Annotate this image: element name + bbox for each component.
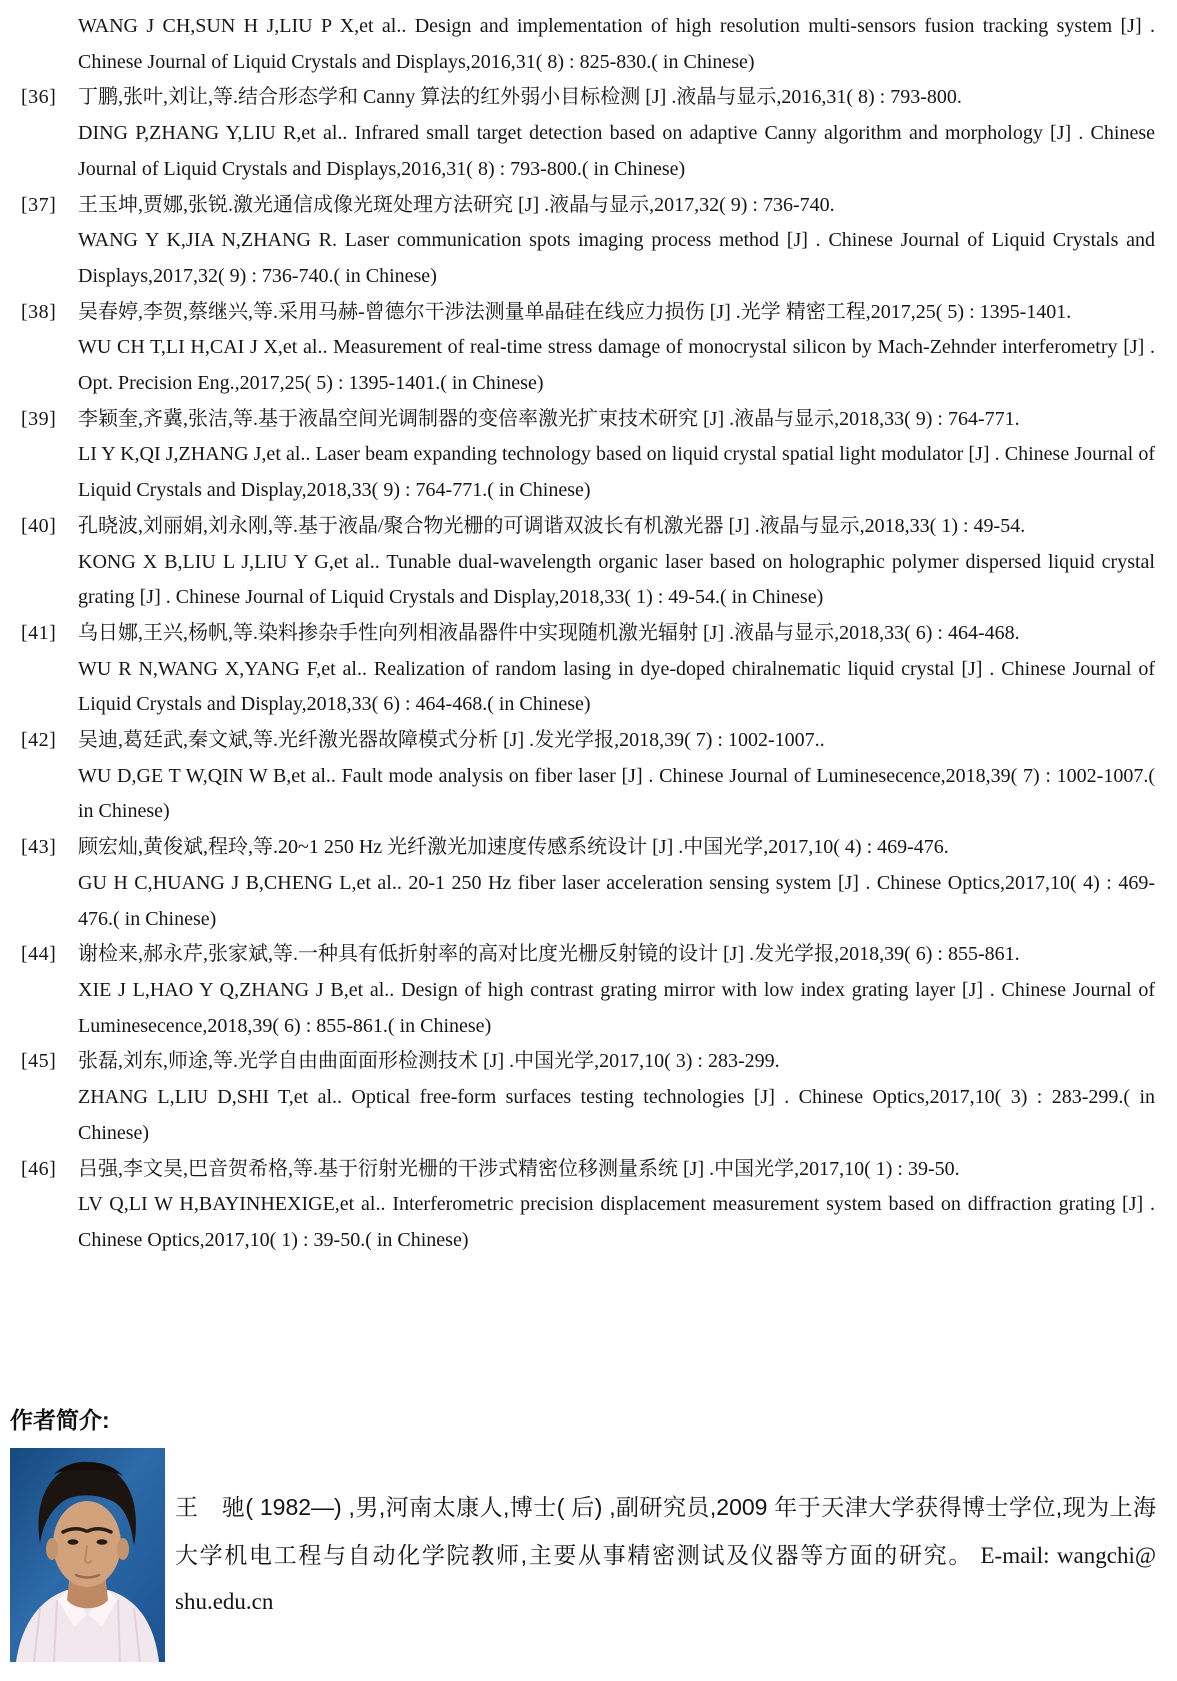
reference-chinese: 王玉坤,贾娜,张锐.激光通信成像光斑处理方法研究 [J] .液晶与显示,2017,32( 9) : 736-740.: [78, 193, 835, 216]
reference-entry-36: [21, 80, 1155, 187]
reference-english: WANG J CH,SUN H J,LIU P X,et al.. Design and implementation of high resolution multi-sensors fusion tracking system [J] . Chinese Journal of Liquid Crystals and Displays,2016,31( 8) : 825-830.( in Chinese): [78, 15, 1155, 73]
reference-number: [43]: [21, 836, 57, 859]
reference-english: LI Y K,QI J,ZHANG J,et al.. Laser beam expanding technology based on liquid crystal spatial light modulator [J] . Chinese Journal of Liquid Crystals and Display,2018,33( 9) : 764-771.( in Chinese): [78, 443, 1155, 502]
reference-english: LV Q,LI W H,BAYINHEXIGE,et al.. Interferometric precision displacement measurement system based on diffraction grating [J] . Chinese Optics,2017,10( 1) : 39-50.( in Chinese): [78, 1193, 1155, 1251]
reference-chinese: 丁鹏,张叶,刘让,等.结合形态学和 Canny 算法的红外弱小目标检测 [J] .液晶与显示,2016,31( 8) : 793-800.: [78, 86, 962, 109]
reference-english: DING P,ZHANG Y,LIU R,et al.. Infrared small target detection based on adaptive Canny algorithm and morphology [J] . Chinese Journal of Liquid Crystals and Displays,2016,31( 8) : 793-800.( in Chinese): [78, 122, 1155, 180]
reference-english: GU H C,HUANG J B,CHENG L,et al.. 20-1 250 Hz fiber laser acceleration sensing system [J] . Chinese Optics,2017,10( 4) : 469-476.( in Chinese): [78, 871, 1155, 930]
reference-entry-44: [21, 937, 1155, 1044]
reference-number: [38]: [21, 300, 57, 323]
references-list: [21, 9, 1155, 1259]
reference-number: [42]: [21, 729, 57, 752]
reference-number: [44]: [21, 943, 57, 966]
reference-chinese: 吴春婷,李贺,蔡继兴,等.采用马赫-曾德尔干涉法测量单晶硅在线应力损伤 [J] .光学 精密工程,2017,25( 5) : 1395-1401.: [78, 300, 1072, 323]
reference-entry-35-continuation: [21, 9, 1155, 80]
reference-number: [39]: [21, 407, 57, 430]
reference-chinese: 谢检来,郝永芹,张家斌,等.一种具有低折射率的高对比度光栅反射镜的设计 [J] .发光学报,2018,39( 6) : 855-861.: [78, 943, 1020, 966]
reference-english: WU D,GE T W,QIN W B,et al.. Fault mode analysis on fiber laser [J] . Chinese Journal of Luminesecence,2018,39( 7) : 1002-1007.( in Chinese): [78, 764, 1155, 823]
reference-number: [46]: [21, 1157, 57, 1180]
reference-chinese: 张磊,刘东,师途,等.光学自由曲面面形检测技术 [J] .中国光学,2017,10( 3) : 283-299.: [78, 1050, 780, 1073]
reference-entry-38: [21, 295, 1155, 402]
reference-chinese: 李颖奎,齐冀,张洁,等.基于液晶空间光调制器的变倍率激光扩束技术研究 [J] .液晶与显示,2018,33( 9) : 764-771.: [78, 407, 1020, 430]
reference-entry-43: [21, 830, 1155, 937]
author-photo: [10, 1448, 165, 1662]
reference-chinese: 乌日娜,王兴,杨帆,等.染料掺杂手性向列相液晶器件中实现随机激光辐射 [J] .液晶与显示,2018,33( 6) : 464-468.: [78, 621, 1020, 644]
reference-english: WU R N,WANG X,YANG F,et al.. Realization of random lasing in dye-doped chiralnematic liquid crystal [J] . Chinese Journal of Liquid Crystals and Display,2018,33( 6) : 464-468.( in Chinese): [78, 657, 1155, 716]
author-email: E-mail: wangchi@ shu.edu.cn: [175, 1542, 1157, 1614]
reference-entry-39: [21, 402, 1155, 509]
reference-english: WU CH T,LI H,CAI J X,et al.. Measurement of real-time stress damage of monocrystal silicon by Mach-Zehnder interferometry [J] . Opt. Precision Eng.,2017,25( 5) : 1395-1401.( in Chinese): [78, 336, 1155, 395]
reference-english: XIE J L,HAO Y Q,ZHANG J B,et al.. Design of high contrast grating mirror with low index grating layer [J] . Chinese Journal of Luminesecence,2018,39( 6) : 855-861.( in Chinese): [78, 978, 1155, 1037]
reference-entry-41: [21, 616, 1155, 723]
author-bio-text: 王 驰( 1982—) ,男,河南太康人,博士( 后) ,副研究员,2009 年于天津大学获得博士学位,现为上海大学机电工程与自动化学院教师,主要从事精密测试及仪器等方面的研究。: [175, 1494, 1156, 1568]
author-section-heading: 作者简介:: [10, 1407, 110, 1433]
reference-number: [41]: [21, 621, 57, 644]
reference-entry-37: [21, 188, 1155, 295]
reference-entry-42: [21, 723, 1155, 830]
reference-number: [37]: [21, 193, 57, 216]
reference-chinese: 吕强,李文昊,巴音贺希格,等.基于衍射光栅的干涉式精密位移测量系统 [J] .中国光学,2017,10( 1) : 39-50.: [78, 1157, 960, 1180]
reference-number: [40]: [21, 514, 57, 537]
reference-english: KONG X B,LIU L J,LIU Y G,et al.. Tunable dual-wavelength organic laser based on holographic polymer dispersed liquid crystal grating [J] . Chinese Journal of Liquid Crystals and Display,2018,33( 1) : 49-54.( in Chinese): [78, 550, 1155, 609]
reference-entry-45: [21, 1044, 1155, 1151]
reference-entry-40: [21, 509, 1155, 616]
reference-english: WANG Y K,JIA N,ZHANG R. Laser communication spots imaging process method [J] . Chinese Journal of Liquid Crystals and Displays,2017,32( 9) : 736-740.( in Chinese): [78, 229, 1155, 287]
reference-number: [36]: [21, 86, 57, 109]
reference-chinese: 顾宏灿,黄俊斌,程玲,等.20~1 250 Hz 光纤激光加速度传感系统设计 [J] .中国光学,2017,10( 4) : 469-476.: [78, 836, 949, 859]
reference-number: [45]: [21, 1050, 57, 1073]
reference-chinese: 吴迪,葛廷武,秦文斌,等.光纤激光器故障模式分析 [J] .发光学报,2018,39( 7) : 1002-1007..: [78, 729, 825, 752]
reference-chinese: 孔晓波,刘丽娟,刘永刚,等.基于液晶/聚合物光栅的可调谐双波长有机激光器 [J] .液晶与显示,2018,33( 1) : 49-54.: [78, 514, 1026, 537]
author-bio: [175, 1484, 1156, 1626]
reference-english: ZHANG L,LIU D,SHI T,et al.. Optical free-form surfaces testing technologies [J] . Chinese Optics,2017,10( 3) : 283-299.( in Chinese): [78, 1086, 1155, 1144]
reference-entry-46: [21, 1152, 1155, 1259]
